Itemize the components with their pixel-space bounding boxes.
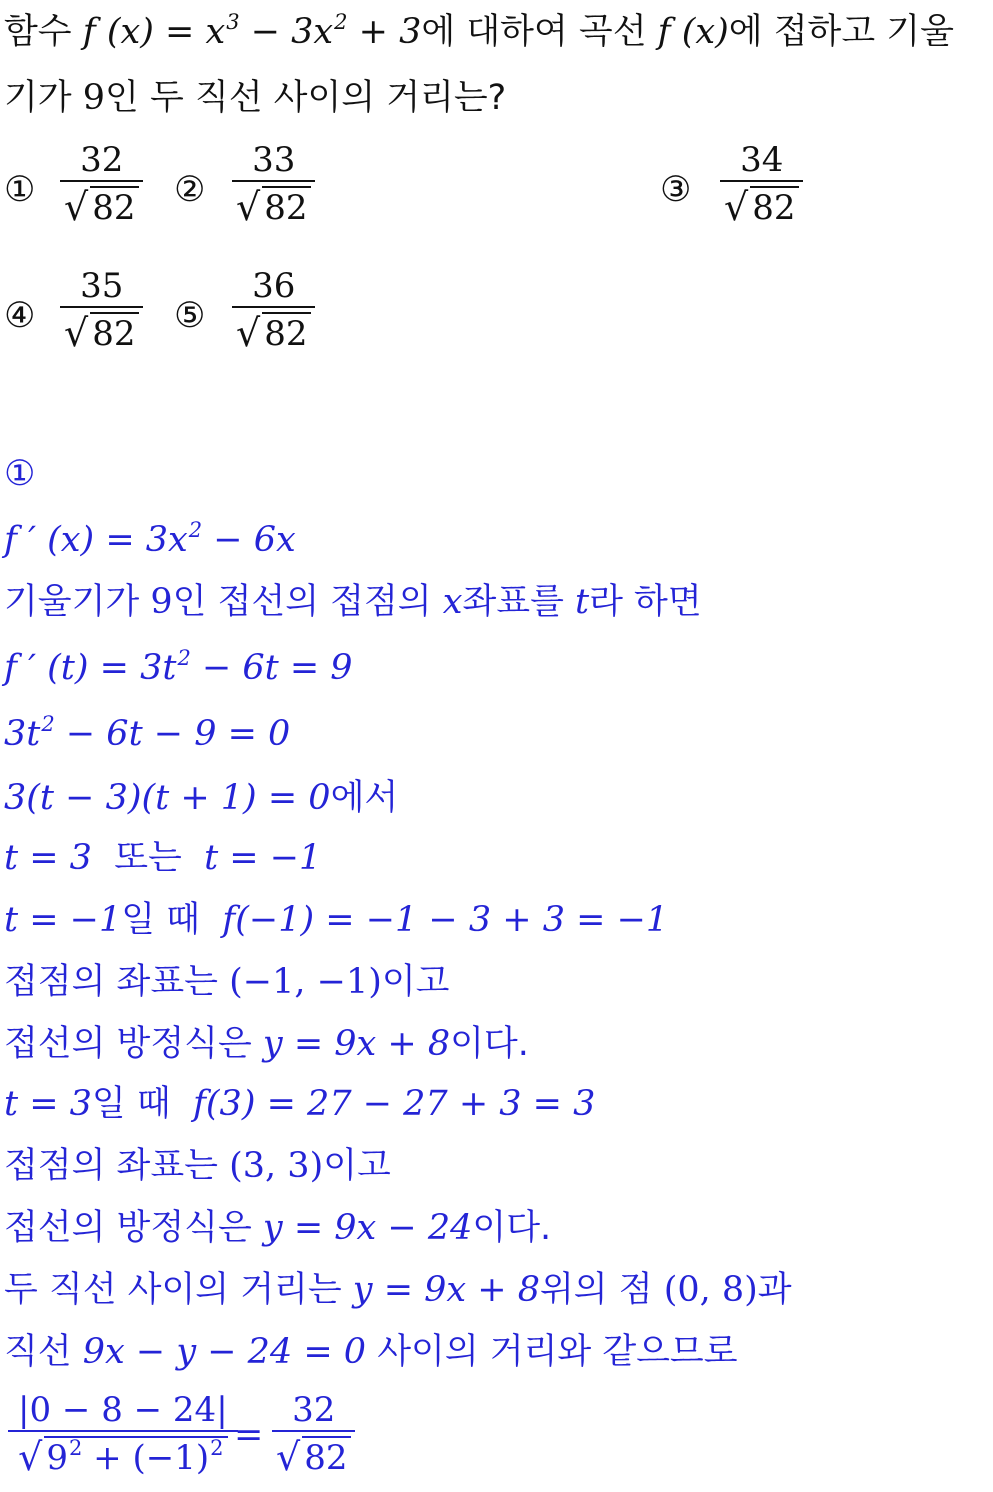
choice-numerator: 33	[252, 140, 296, 180]
question-func-tail: + 3	[347, 12, 422, 52]
choice-mark-3[interactable]: ③	[660, 170, 692, 210]
solution-line-10	[4, 1084, 595, 1124]
math-var: t	[575, 582, 590, 622]
choice-radicand: 82	[750, 186, 799, 228]
distance-radicand	[44, 1436, 227, 1478]
exp: 2	[188, 518, 203, 542]
solution-line-2	[4, 582, 702, 622]
choice-fraction-5[interactable]	[232, 266, 315, 354]
question-text: 함수	[4, 12, 83, 52]
text: 접선의 방정식은	[4, 1024, 263, 1064]
radical-icon: √	[276, 1435, 301, 1479]
choice-mark-4[interactable]: ④	[4, 296, 36, 336]
text: 접선의 방정식은	[4, 1208, 263, 1248]
solution-line-11	[4, 1146, 391, 1186]
choice-numerator: 36	[252, 266, 296, 306]
text: 위의 점	[540, 1270, 664, 1310]
text: 라 하면	[589, 582, 702, 622]
choice-radicand: 82	[90, 186, 139, 228]
text: 좌표를	[462, 582, 576, 622]
text: 일 때	[91, 1084, 171, 1124]
math: t = 3	[4, 1084, 92, 1124]
math: (−1, −1)	[229, 962, 382, 1002]
solution-line-3	[4, 648, 353, 688]
text: 에서	[330, 778, 399, 818]
question-function	[83, 12, 422, 52]
distance-fraction	[8, 1390, 238, 1478]
math: f(−1) = −1 − 3 + 3 = −1	[222, 900, 669, 940]
solution-line-5	[4, 778, 398, 818]
math: 3t	[4, 714, 41, 754]
text: 이고	[323, 1146, 391, 1186]
question-text: 에 대하여 곡선	[421, 12, 658, 52]
question-exp: 2	[334, 10, 348, 34]
choice-numerator: 34	[740, 140, 784, 180]
question-function-ref: f (x)	[657, 12, 729, 52]
math: (3, 3)	[229, 1146, 324, 1186]
result-radicand: 82	[302, 1436, 351, 1478]
text: 인 접선의 접점의	[172, 582, 443, 622]
solution-line-14	[4, 1332, 738, 1372]
choice-radicand: 82	[262, 312, 311, 354]
math: f ′ (t) = 3t	[4, 648, 177, 688]
exp: 2	[69, 1436, 83, 1460]
choice-fraction-3[interactable]	[720, 140, 803, 228]
solution-line-13	[4, 1270, 792, 1310]
solution-line-1	[4, 520, 296, 560]
solution-line-8	[4, 962, 450, 1002]
equals-sign: =	[234, 1415, 264, 1455]
text: 기울기가	[4, 582, 151, 622]
text: 이고	[381, 962, 450, 1002]
math: − 6x	[202, 520, 296, 560]
choice-radicand: 82	[90, 312, 139, 354]
text: 이다.	[472, 1208, 552, 1248]
choice-mark-2[interactable]: ②	[174, 170, 206, 210]
choice-fraction-4[interactable]	[60, 266, 143, 354]
choice-numerator: 35	[80, 266, 124, 306]
text: 이다.	[450, 1024, 529, 1064]
radical-icon: √	[64, 185, 89, 229]
text: 접점의 좌표는	[4, 1146, 230, 1186]
question-number: 9	[82, 78, 106, 118]
math: (0, 8)	[663, 1270, 758, 1310]
math: t = 3	[4, 838, 92, 878]
exp: 2	[177, 646, 191, 670]
solution-answer	[4, 454, 35, 494]
math: f(3) = 27 − 27 + 3 = 3	[192, 1084, 596, 1124]
exp: 2	[41, 712, 55, 736]
math: y = 9x + 8	[352, 1270, 540, 1310]
solution-line-4	[4, 714, 290, 754]
math-var: x	[442, 582, 463, 622]
math: t = −1	[204, 838, 322, 878]
choice-fraction-2[interactable]	[232, 140, 315, 228]
text: 사이의 거리와 같으므로	[366, 1332, 738, 1372]
choice-radicand: 82	[262, 186, 311, 228]
exp: 2	[210, 1436, 224, 1460]
question-text: 기가	[4, 78, 83, 118]
math: − 6t = 9	[190, 648, 353, 688]
text: 두 직선 사이의 거리는	[4, 1270, 353, 1310]
math: − 6t − 9 = 0	[54, 714, 291, 754]
text: 과	[757, 1270, 792, 1310]
choice-mark-1[interactable]: ①	[4, 170, 36, 210]
solution-line-9	[4, 1024, 529, 1064]
math: 9x − y − 24 = 0	[82, 1332, 367, 1372]
math: f ′ (x) = 3x	[4, 520, 188, 560]
question-exp: 3	[226, 10, 240, 34]
solution-line-12	[4, 1208, 551, 1248]
radical-icon: √	[724, 185, 749, 229]
result-fraction	[272, 1390, 355, 1478]
result-numerator: 32	[292, 1390, 336, 1430]
distance-numerator: |0 − 8 − 24|	[18, 1390, 228, 1430]
radical-icon: √	[236, 311, 261, 355]
math: t = −1	[4, 900, 122, 940]
text: 또는	[114, 838, 182, 878]
math: 9	[46, 1438, 68, 1478]
math: y = 9x + 8	[262, 1024, 451, 1064]
solution-line-7	[4, 900, 668, 940]
math: + (−1)	[82, 1438, 210, 1478]
number: 9	[150, 582, 173, 622]
answer-mark: ①	[4, 454, 36, 494]
radical-icon: √	[18, 1435, 43, 1479]
question-text: 에 접하고 기울	[728, 12, 954, 52]
question-text: 인 두 직선 사이의 거리는?	[105, 78, 507, 118]
math: y = 9x − 24	[262, 1208, 473, 1248]
text: 직선	[4, 1332, 83, 1372]
choice-mark-5[interactable]: ⑤	[174, 296, 206, 336]
question-func-base: f (x) = x	[82, 12, 226, 52]
solution-line-6	[4, 838, 321, 878]
radical-icon: √	[64, 311, 89, 355]
radical-icon: √	[236, 185, 261, 229]
math: 3(t − 3)(t + 1) = 0	[4, 778, 331, 818]
text: 접점의 좌표는	[4, 962, 230, 1002]
choice-fraction-1[interactable]	[60, 140, 143, 228]
question-func-mid: − 3x	[239, 12, 334, 52]
choice-numerator: 32	[80, 140, 124, 180]
question-line-2	[4, 78, 506, 118]
question-line-1	[4, 12, 954, 52]
text: 일 때	[121, 900, 200, 940]
